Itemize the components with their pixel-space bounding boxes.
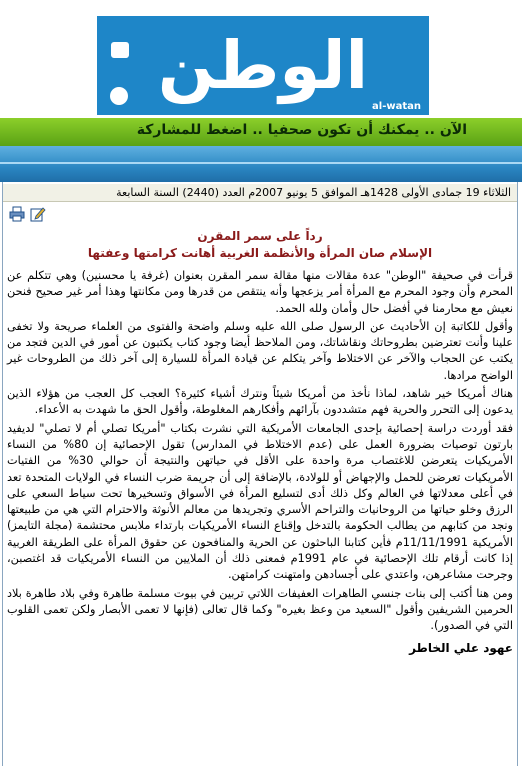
navigation-bar	[0, 146, 522, 182]
issue-date: الثلاثاء 19 جمادى الأولى 1428هـ الموافق 5 يونيو 2007م العدد (2440) السنة السابعة	[116, 186, 511, 199]
article-paragraph: قرأت في صحيفة "الوطن" عدة مقالات منها مقالة سمر المقرن بعنوان (غرفة يا محسنين) وهي تتكلم عن المحرم وأن وجود المحرم مع المرأة أمر يزعجها وأنه ينتقص من قدرها ومن مكانتها وهذا أمر غير صحيح فنحن نعيش مع محارمنا في أفضل حال وأمان ولله الحمد.	[7, 269, 513, 315]
article-author: عهود علي الخاطر	[409, 640, 513, 655]
logo-wordmark-text: الوطن	[157, 27, 369, 104]
site-header	[0, 0, 522, 118]
participation-banner-text[interactable]: الآن .. يمكنك أن تكون صحفيا .. اضغط للمشاركة	[136, 122, 467, 138]
article-paragraph: فقد أوردت دراسة إحصائية بإحدى الجامعات الأمريكية التي نشرت بكتاب "أمريكا تصلي أم لا تصلي" لديفيد بارتون توصيات بضرورة العمل على (عدم الاختلاط في المدارس) تقول الإحصائية إن 80% من النساء الأمريكيات يتعرضن للاغتصاب مرة واحدة على الأقل في حياتهن والنتيجة أن حوالي 30% من الفتيات الأمريكيات تعرضن للحمل والإجهاض أو للولادة، بالإضافة إلى أن جريمة ضرب النساء في الولايات المتحدة تعد في أعلى معدلاتها في العالم وكل ذلك أدى لتسليع المرأة في الأسواق وتسخيرها تحت سياط السعي على الرزق وخلو حياتها من الروحانيات والتراحم الأسري وتجريدها من معالم الأنوثة والاحترام التي هي من طبيعتها ونجد من كتابهم من يطالب الحكومة بالتدخل وإقناع النساء الأمريكيات بارتداء ملابس محتشمة (مجلة التايمز) الأمريكية 11/11/1991م فأين كتابنا الباحثون عن الحرية والمنافحون عن حقوق المرأة على الطريقة الغربية إذا كانت أرقام تلك الإحصائية في عام 1991م فمعنى ذلك أن الملايين من النساء الأمريكيات قد اغتصبن، وجرحت مشاعرهن، واعتدي على أجسادهن وامتهنت كرامتهن.	[7, 421, 514, 582]
logo-subtitle: al-watan	[372, 101, 421, 112]
site-logo[interactable]	[97, 16, 429, 115]
participation-banner[interactable]	[0, 118, 522, 146]
edit-icon[interactable]	[30, 206, 46, 222]
article-kicker: رداً على سمر المقرن	[197, 229, 323, 243]
article-paragraph: هناك أمريكا خير شاهد، لماذا نأخذ من أمريكا شيئاً ونترك أشياء كثيرة؟ العجب كل العجب من هؤلاء الذين يدعون إلى التحرر والحرية فهم متشددون بآرائهم وأفكارهم المغلوطة، وأقول الحق ما شهدت به الأعداء.	[7, 387, 513, 417]
article-paragraph: وأقول للكاتبة إن الأحاديث عن الرسول صلى الله عليه وسلم واضحة والفتوى من العلماء صريحة ولا تخفى علينا وأنت تعترضين بطروحاتك ونقاشاتك، ومن الملاحظ أيضا وجود كتاب يكتبون عن أمور في الدين فتجد من يكتب عن الحجاب والآخر عن الاختلاط وآخر يتكلم عن قيادة المرأة للسيارة إلى آخر ذلك من الطروحات غير الواضح مرادها.	[7, 319, 513, 382]
date-bar	[3, 184, 517, 202]
logo-circle	[110, 87, 128, 105]
article-paragraph: ومن هنا أكتب إلى بنات جنسي الطاهرات العفيفات اللاتي تربين في بيوت مسلمة طاهرة وفي بلاد طاهرة بلاد الحرمين الشريفين وأقول "السعيد من وعظ بغيره" وكما قال تعالى (فإنها لا تعمى الأبصار ولكن تعمى القلوب التي في الصدور).	[7, 586, 513, 633]
speech-bubble-icon	[111, 42, 129, 58]
nav-stripe	[0, 162, 522, 164]
article-container	[2, 182, 518, 766]
article-headline: الإسلام صان المرأة والأنظمة الغربية أهانت كرامتها وعفتها	[87, 246, 433, 260]
article-body	[7, 228, 513, 655]
article-tools	[9, 206, 49, 224]
printer-icon[interactable]	[9, 206, 25, 222]
